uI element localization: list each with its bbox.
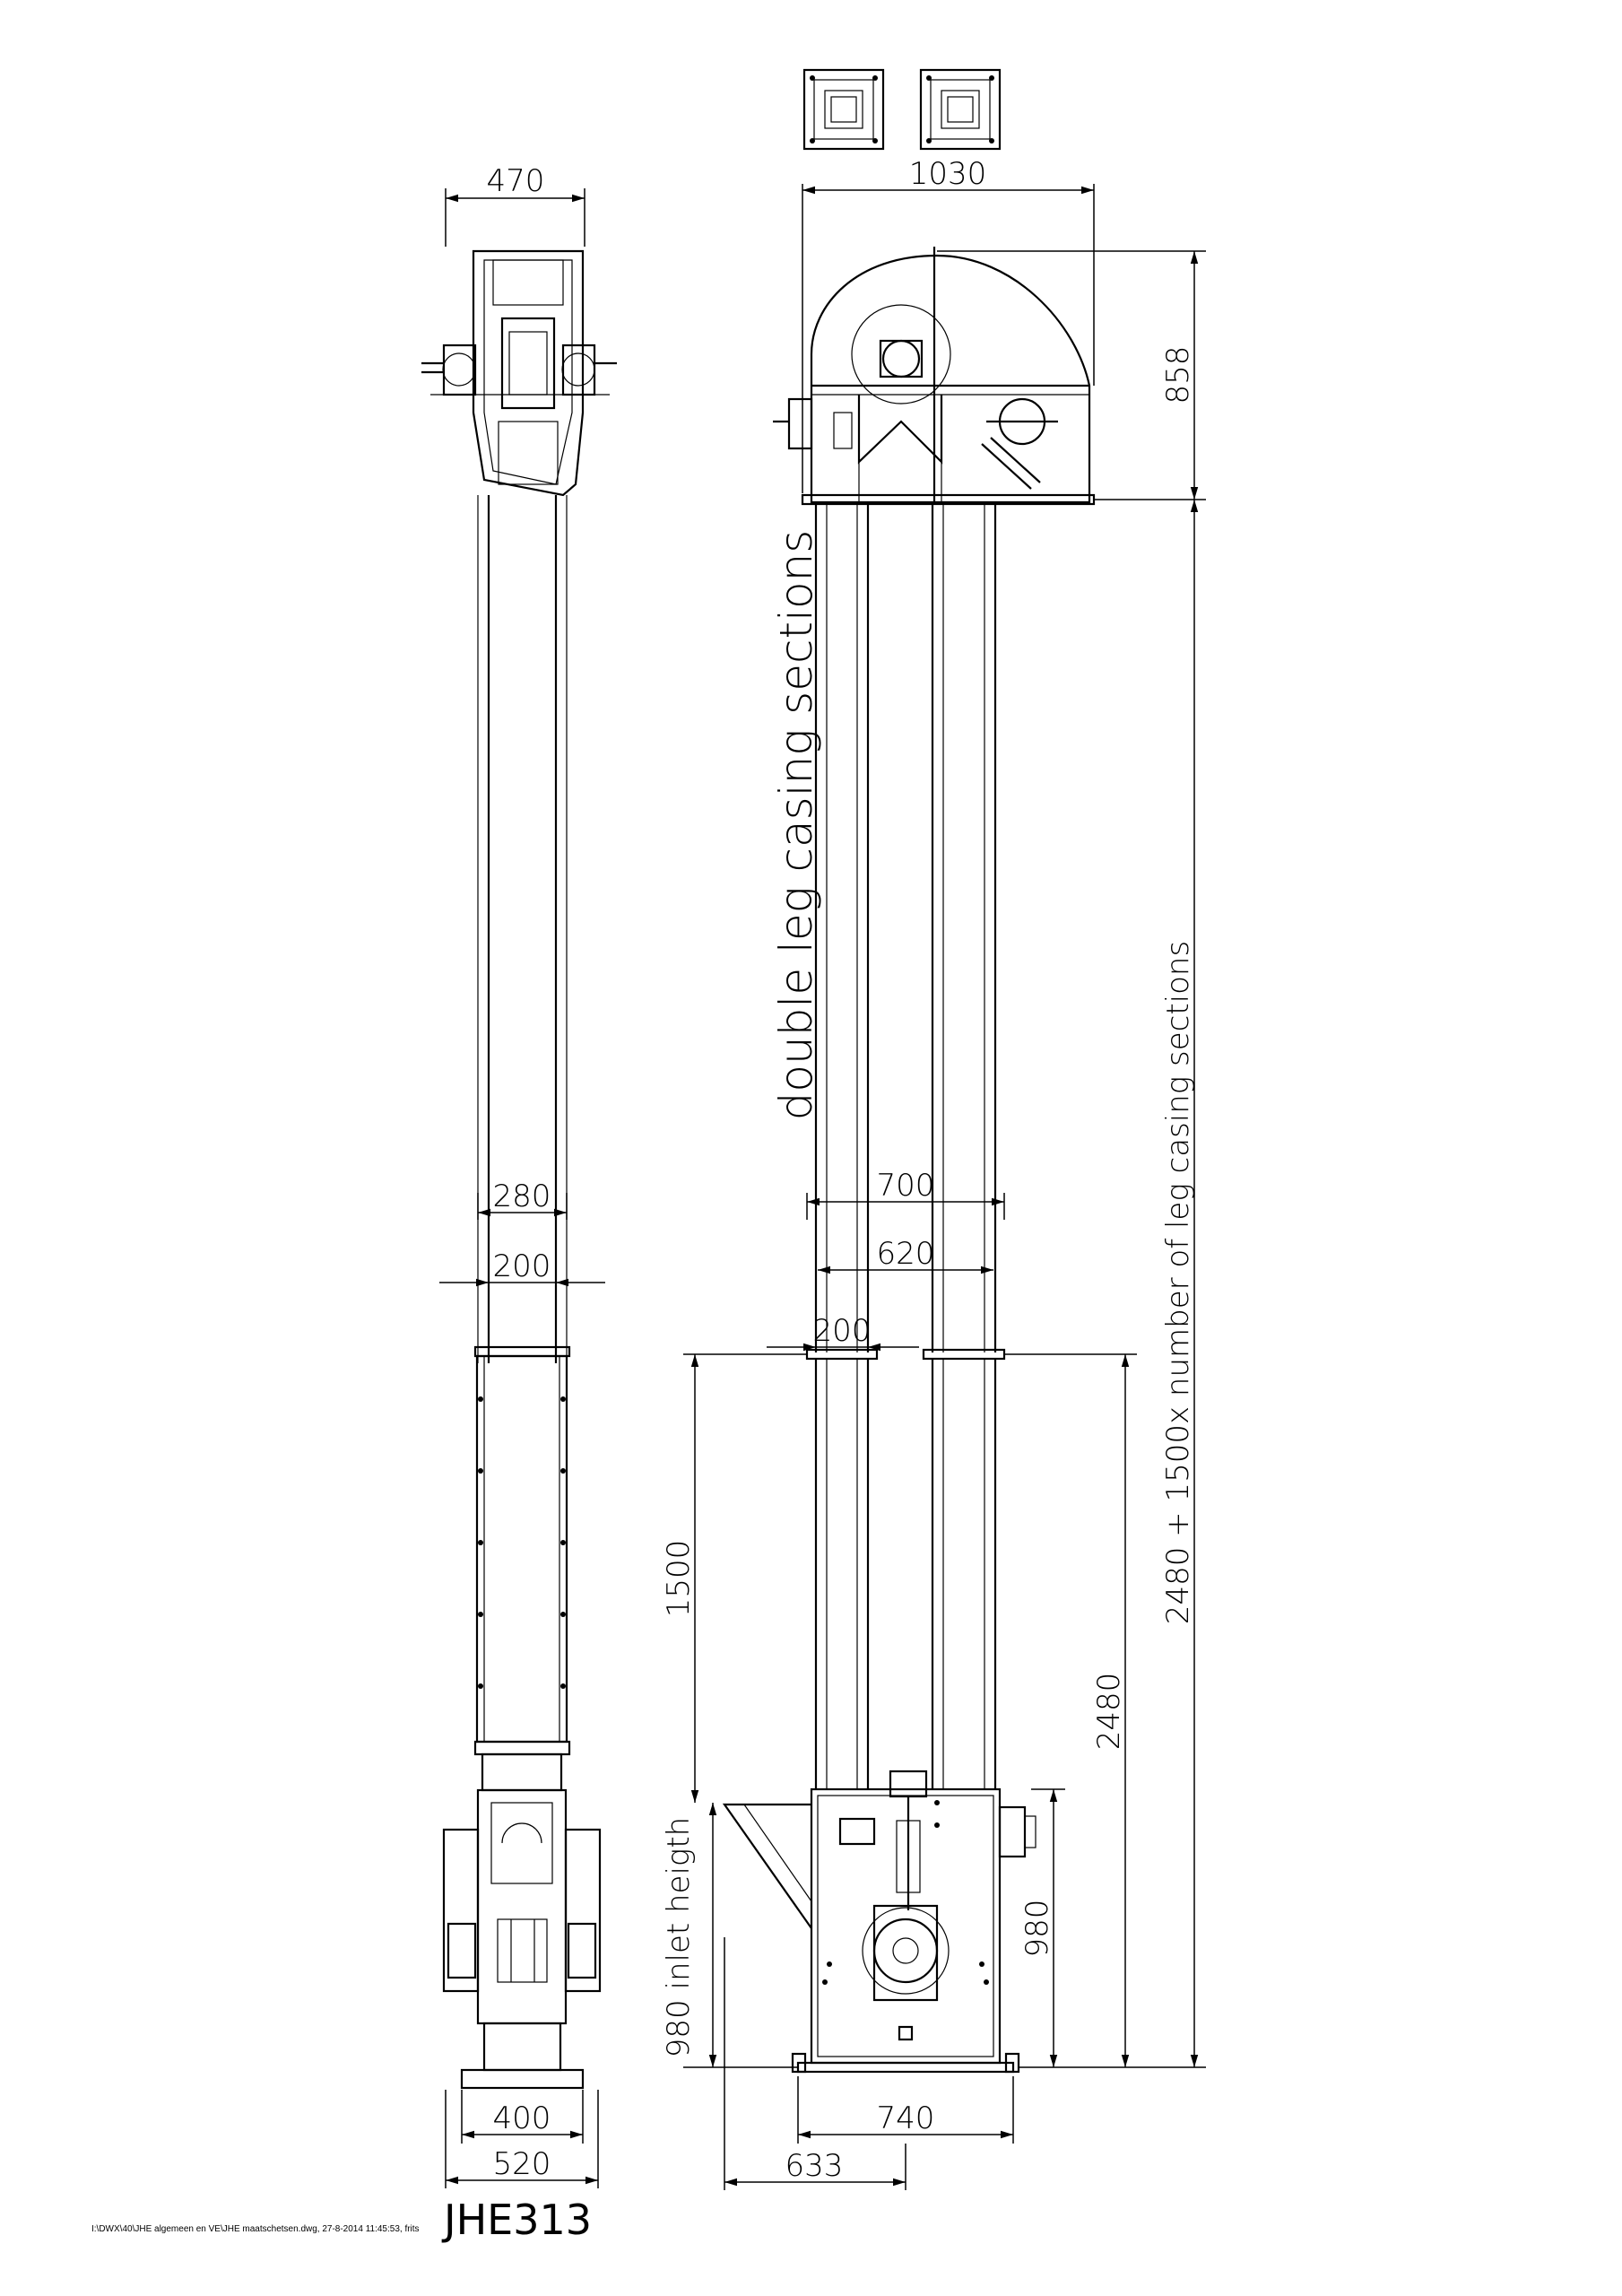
casing-label: double leg casing sections <box>770 529 822 1121</box>
drawing-title: JHE313 <box>444 2196 593 2244</box>
dim-leg-outer: 280 <box>492 1178 551 1214</box>
dim-boot-right-height: 980 <box>1019 1899 1055 1958</box>
dim-inlet-offset: 633 <box>785 2148 844 2184</box>
top-flange-detail-left <box>804 70 883 149</box>
dim-legs-inner: 620 <box>876 1236 935 1272</box>
file-info: I:\DWX\40\JHE algemeen en VE\JHE maatschetsen.dwg, 27-8-2014 11:45:53, frits <box>91 2224 420 2234</box>
front-view <box>724 247 1094 2072</box>
dim-front-head-width: 1030 <box>908 156 987 192</box>
dim-legs-outer: 700 <box>876 1168 935 1204</box>
side-dimensions <box>439 163 605 2188</box>
dim-head-height: 858 <box>1160 345 1196 404</box>
dim-leg-width: 200 <box>812 1313 872 1349</box>
dim-base-width: 520 <box>492 2146 551 2182</box>
dim-leg-inner: 200 <box>492 1248 551 1284</box>
dim-inlet-height: 980 inlet heigth <box>661 1816 697 2058</box>
dim-foot-width: 400 <box>492 2100 551 2136</box>
dim-head-width: 470 <box>486 163 545 199</box>
side-view <box>421 251 617 2088</box>
dim-section-height: 1500 <box>661 1539 697 1618</box>
dim-boot-width: 740 <box>876 2100 935 2136</box>
top-flange-detail-right <box>921 70 1000 149</box>
dim-boot-height: 2480 <box>1091 1672 1127 1751</box>
dim-total-height: 2480 + 1500x number of leg casing sections <box>1160 940 1196 1625</box>
